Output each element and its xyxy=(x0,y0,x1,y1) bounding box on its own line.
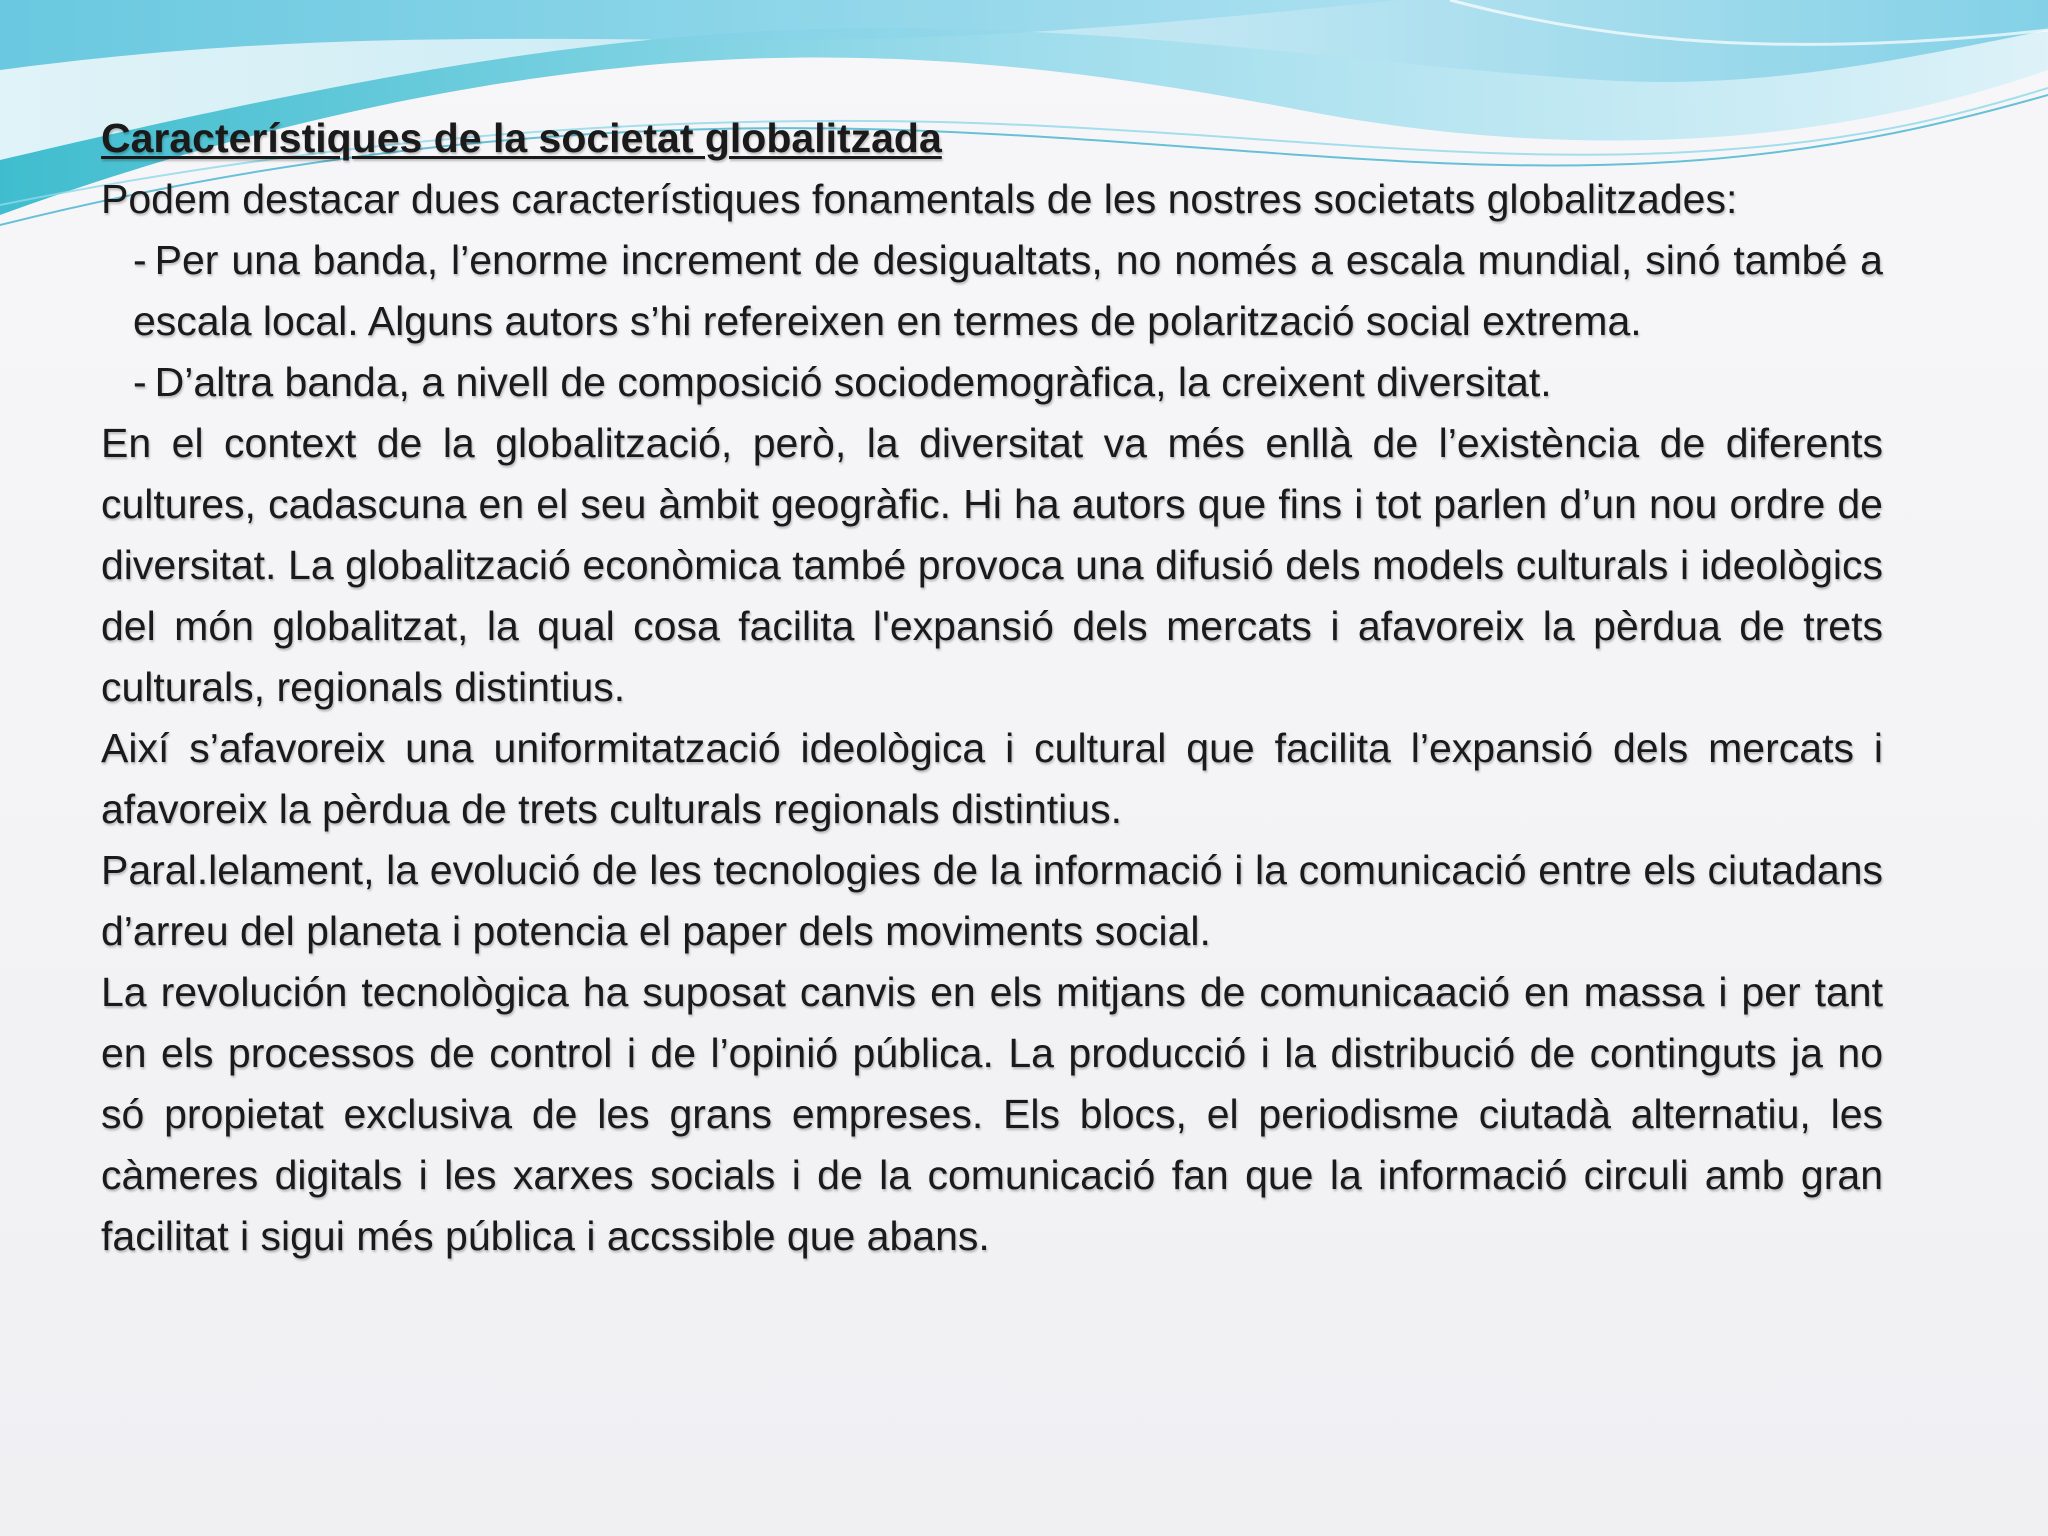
body-paragraph: En el context de la globalització, però, la diversitat va més enllà de l’existència de diferents cultures, cadascuna en el seu àmbit geogràfic. Hi ha autors que fins i tot parlen d’un nou ordre de diversitat. La globalització econòmica també provoca una difusió dels models culturals i ideològics del món globalitzat, la qual cosa facilita l'expansió dels mercats i afavoreix la pèrdua de trets culturals, regionals distintius. xyxy=(101,420,1883,710)
bullet-text: D’altra banda, a nivell de composició sociodemogràfica, la creixent diversitat. xyxy=(154,359,1552,405)
bullet-item xyxy=(101,230,1883,352)
body-paragraph: La revolución tecnològica ha suposat canvis en els mitjans de comunicaació en massa i per tant en els processos de control i de l’opinió pública. La producció i la distribució de continguts ja no só propietat exclusiva de les grans empreses. Els blocs, el periodisme ciutadà alternatiu, les càmeres digitals i les xarxes socials i de la comunicació fan que la informació circuli amb gran facilitat i sigui més pública i accssible que abans. xyxy=(101,969,1883,1259)
bullet-marker: - xyxy=(133,359,147,405)
slide-title: Característiques de la societat globalitzada xyxy=(101,115,942,161)
slide-content xyxy=(101,108,1883,1267)
body-paragraph: Paral.lelament, la evolució de les tecnologies de la informació i la comunicació entre els ciutadans d’arreu del planeta i potencia el paper dels moviments social. xyxy=(101,847,1883,954)
bullet-marker: - xyxy=(133,237,147,283)
bullet-item xyxy=(101,352,1883,413)
body-paragraph: Així s’afavoreix una uniformitatzació ideològica i cultural que facilita l’expansió dels mercats i afavoreix la pèrdua de trets culturals regionals distintius. xyxy=(101,725,1883,832)
intro-paragraph: Podem destacar dues característiques fonamentals de les nostres societats globalitzades: xyxy=(101,176,1738,222)
bullet-text: Per una banda, l’enorme increment de desigualtats, no només a escala mundial, sinó també a escala local. Alguns autors s’hi refereixen en termes de polarització social extrema. xyxy=(133,237,1883,344)
